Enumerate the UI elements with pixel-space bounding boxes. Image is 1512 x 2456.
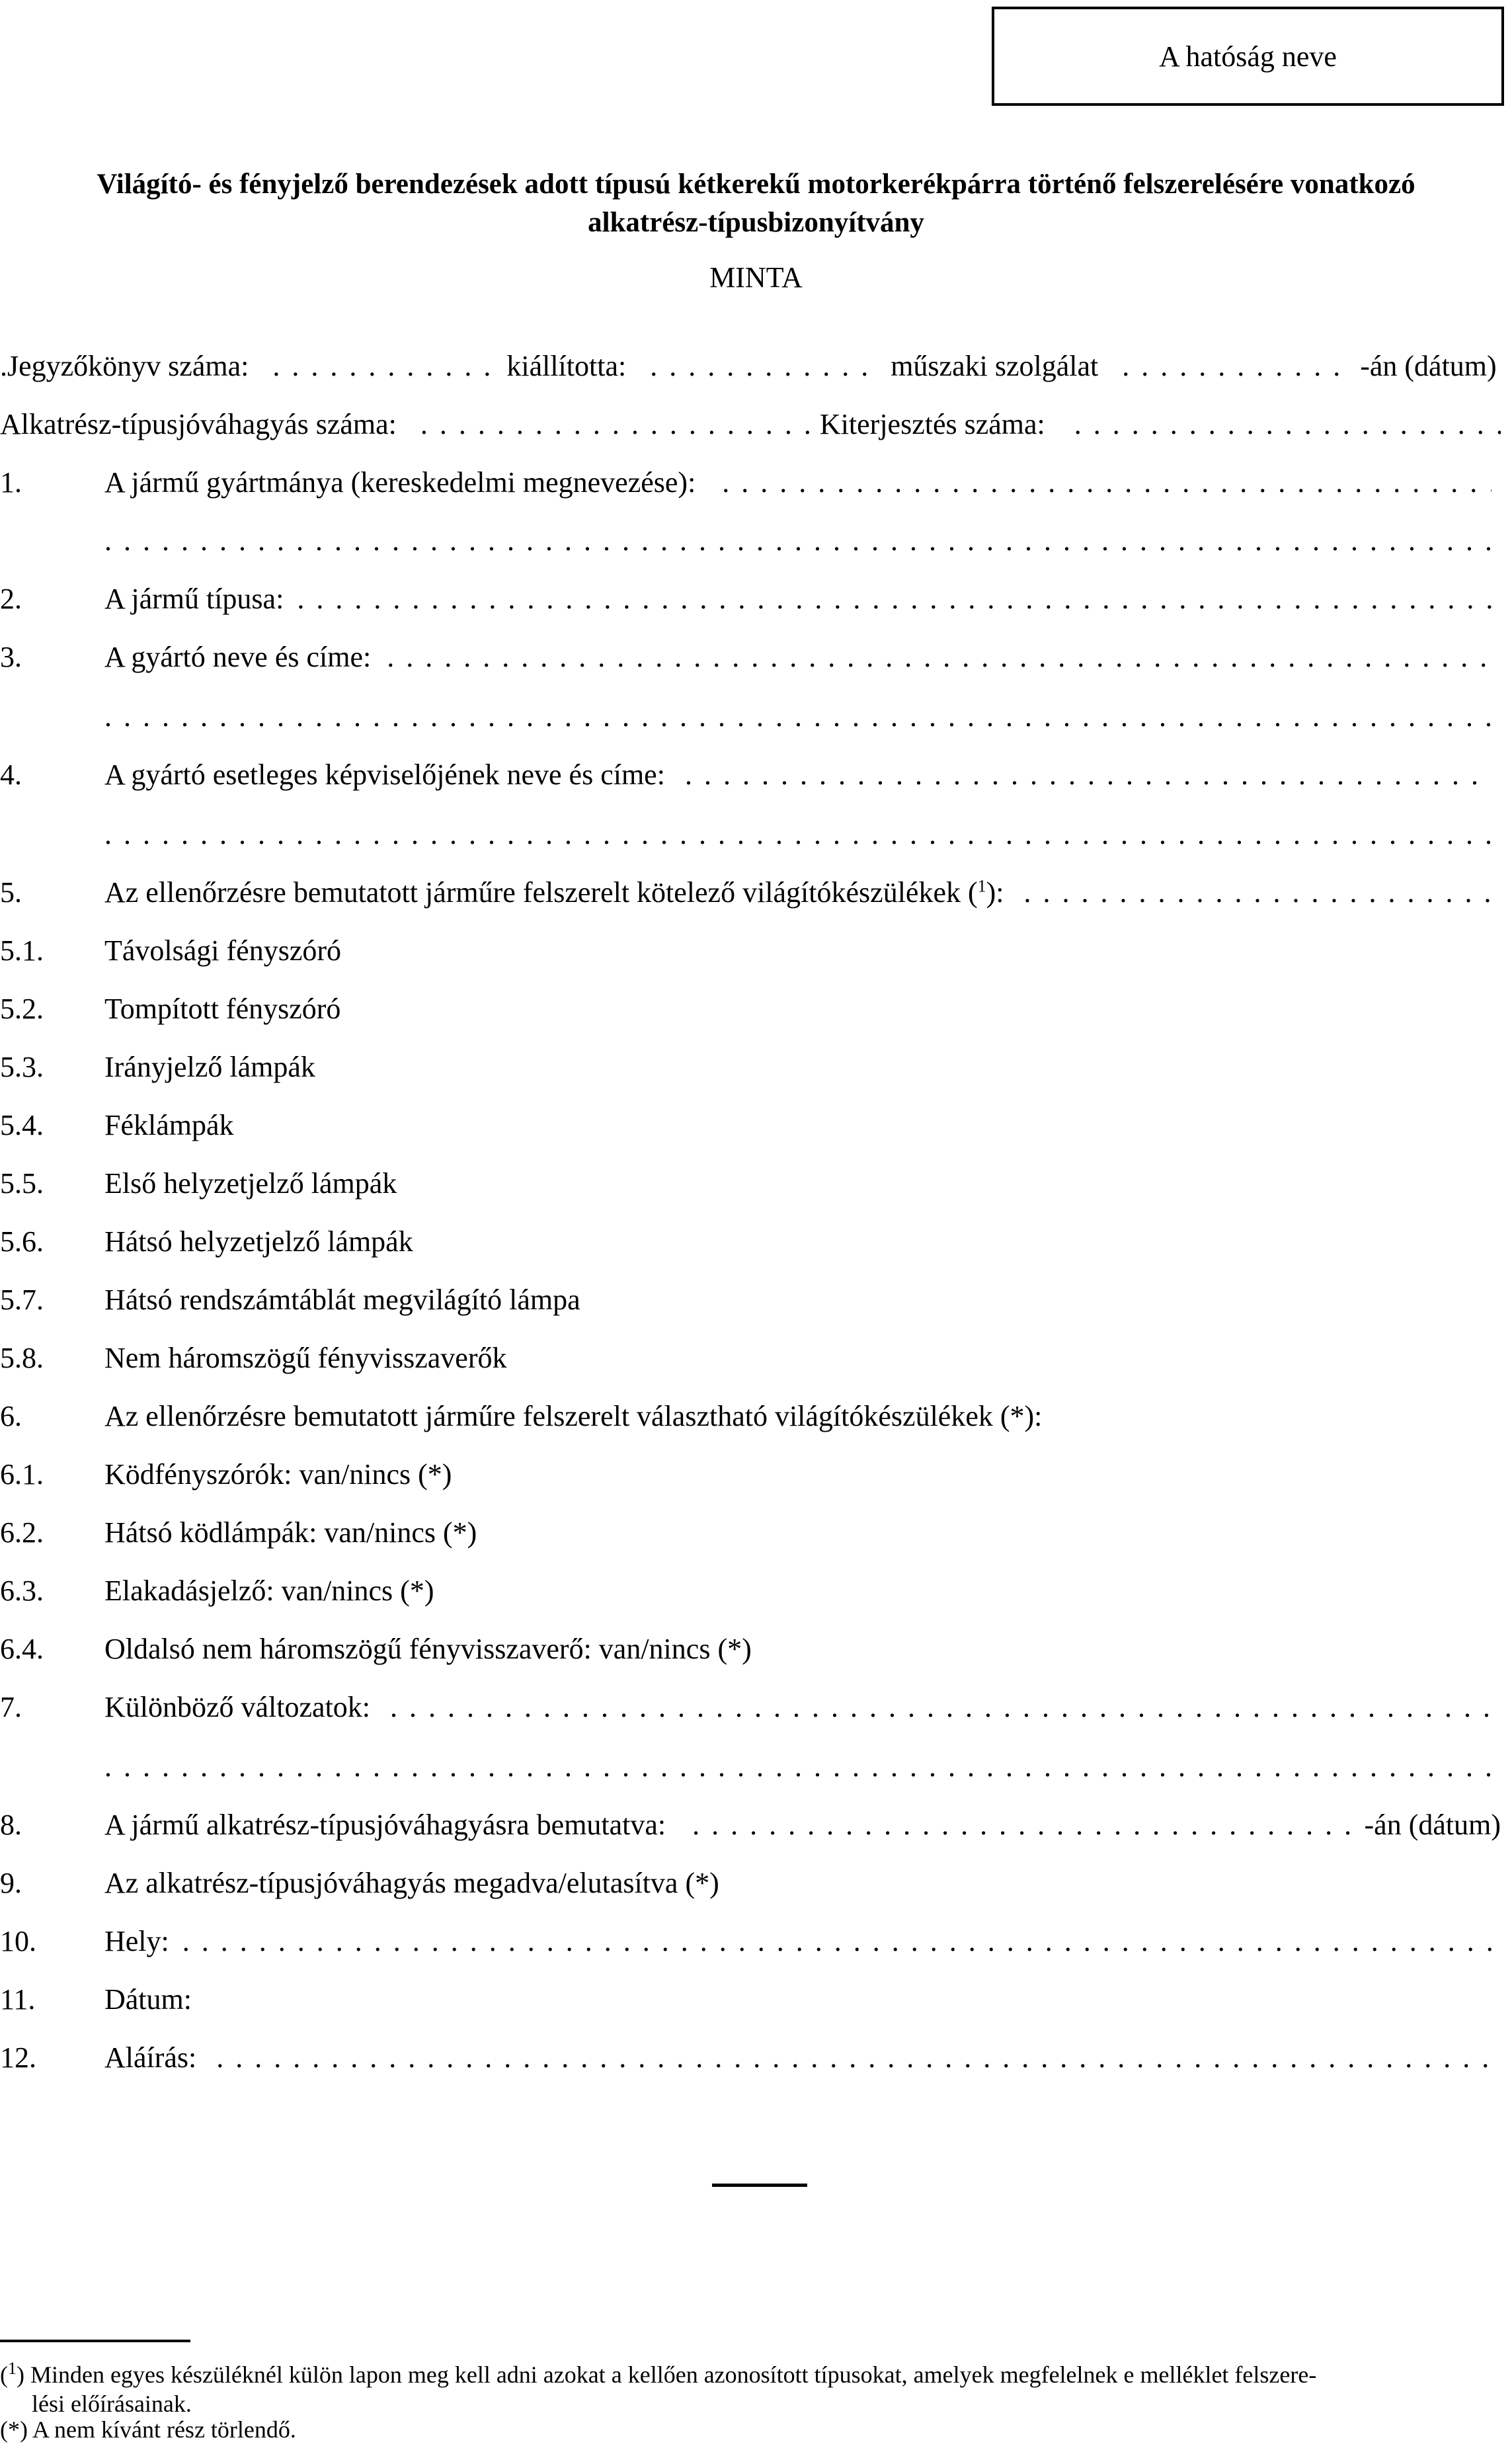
item-number: 7.: [0, 1691, 22, 1723]
item-plate-lamp: [0, 1283, 1501, 1323]
report-number-label: .Jegyzőkönyv száma:: [0, 350, 249, 382]
item-vehicle-type: [0, 582, 1501, 622]
item-hazard-warning: [0, 1574, 1501, 1614]
report-number-row: [0, 349, 1501, 389]
item-approval-decision: [0, 1866, 1501, 1906]
item-number: 10.: [0, 1925, 36, 1957]
item-date: [0, 1983, 1501, 2022]
item-number: 1.: [0, 466, 22, 499]
item-label: A gyártó neve és címe:: [104, 641, 372, 673]
item-label: Hátsó rendszámtáblát megvilágító lámpa: [104, 1284, 580, 1316]
item-label[interactable]: Elakadásjelző: van/nincs (*): [104, 1575, 434, 1607]
item-number: 6.: [0, 1400, 22, 1432]
item-stop-lamps: [0, 1108, 1501, 1148]
item-manufacturer: [0, 640, 1501, 680]
submitted-date-field[interactable]: [692, 1808, 1351, 1842]
approval-number-field[interactable]: [420, 407, 811, 441]
item-mandatory-lighting: [0, 876, 1501, 915]
item-place: [0, 1924, 1501, 1964]
item-label: Dátum:: [104, 1983, 192, 2016]
item-label: Tompított fényszóró: [104, 993, 341, 1025]
issued-by-field[interactable]: [650, 349, 875, 383]
item-label[interactable]: Ködfényszórók: van/nincs (*): [104, 1458, 452, 1491]
authority-name-box[interactable]: [992, 7, 1504, 106]
extension-number-label: Kiterjesztés száma:: [819, 408, 1045, 440]
item-label[interactable]: Oldalsó nem háromszögű fényvisszaverő: van/nincs (*): [104, 1633, 752, 1665]
vehicle-type-field[interactable]: [297, 582, 1492, 616]
representative-field-continued[interactable]: [104, 817, 1501, 857]
item-retro-reflectors: [0, 1341, 1501, 1381]
submitted-date-suffix: -án (dátum): [1364, 1809, 1501, 1841]
item-submitted-date: [0, 1808, 1501, 1848]
item-signature: [0, 2041, 1501, 2080]
item-number: 5.7.: [0, 1284, 44, 1316]
item-number: 11.: [0, 1983, 36, 2016]
item-number: 5.4.: [0, 1109, 44, 1141]
manufacturer-field[interactable]: [387, 640, 1492, 674]
item-label: Hátsó helyzetjelző lámpák: [104, 1225, 413, 1258]
item-label: Különböző változatok:: [104, 1691, 371, 1723]
signature-field[interactable]: [216, 2041, 1492, 2074]
approval-number-label: Alkatrész-típusjóváhagyás száma:: [0, 408, 397, 440]
item-label: Első helyzetjelző lámpák: [104, 1167, 397, 1200]
variants-field[interactable]: [390, 1690, 1492, 1724]
footnote-2: (*) A nem kívánt rész törlendő.: [0, 2416, 296, 2443]
item-label: Féklámpák: [104, 1109, 234, 1141]
item-high-beam: [0, 934, 1501, 973]
item-number: 5.6.: [0, 1225, 44, 1258]
item-variants: [0, 1690, 1501, 1730]
item-number: 4.: [0, 758, 22, 791]
item-number: 6.4.: [0, 1633, 44, 1665]
report-date-suffix: -án (dátum): [1360, 350, 1497, 382]
issued-by-label: kiállította:: [506, 350, 627, 382]
section-divider: [712, 2184, 807, 2187]
vehicle-make-field-continued[interactable]: [104, 524, 1501, 563]
item-dipped-beam: [0, 992, 1501, 1032]
item-vehicle-make: [0, 466, 1501, 505]
item-number: 6.2.: [0, 1516, 44, 1549]
title-line-2: alkatrész-típusbizonyítvány: [588, 207, 924, 238]
item-number: 5.2.: [0, 993, 44, 1025]
footnote-1-marker: 1: [8, 2359, 17, 2378]
item-number: 6.3.: [0, 1575, 44, 1607]
item-label: Aláírás:: [104, 2041, 197, 2074]
item-label: Nem háromszögű fényvisszaverők: [104, 1342, 507, 1374]
variants-field-continued[interactable]: [104, 1750, 1501, 1789]
footnote-1-text-line1: Minden egyes készüléknél külön lapon meg kell adni azokat a kellően azonosított típusokat, amelyek megfelelnek e melléklet felszere-: [30, 2361, 1317, 2388]
item-label[interactable]: Az alkatrész-típusjóváhagyás megadva/elutasítva (*): [104, 1867, 719, 1899]
footnote-1-text-line2: lési előírásainak.: [32, 2391, 192, 2417]
item-label: Hely:: [104, 1925, 169, 1957]
item-front-position-lamps: [0, 1167, 1501, 1206]
item-number: 8.: [0, 1809, 22, 1841]
title-line-1: Világító- és fényjelző berendezések adott típusú kétkerekű motorkerékpárra történő felszerelésére vonatkozó: [97, 169, 1415, 200]
report-date-field[interactable]: [1122, 349, 1347, 383]
item-fog-lamps: [0, 1457, 1501, 1497]
representative-field[interactable]: [685, 758, 1492, 792]
item-label: Az ellenőrzésre bemutatott járműre felszerelt választható világítókészülékek (*):: [104, 1400, 1043, 1432]
item-number: 12.: [0, 2041, 36, 2074]
item-number: 9.: [0, 1867, 22, 1899]
document-title: [0, 165, 1512, 242]
item-label: A jármű típusa:: [104, 583, 284, 615]
item-number: 5.: [0, 876, 22, 909]
footnote-ref-1[interactable]: 1: [977, 876, 986, 896]
item-number: 5.1.: [0, 934, 44, 967]
item-label: A jármű gyártmánya (kereskedelmi megnevezése):: [104, 466, 696, 499]
footnote-divider: [0, 2340, 190, 2342]
item-label: Távolsági fényszóró: [104, 934, 341, 967]
item-label: Irányjelző lámpák: [104, 1051, 315, 1083]
item-label: Az ellenőrzésre bemutatott járműre felszerelt kötelező világítókészülékek ($^1$):: [104, 876, 1004, 909]
item-label: A gyártó esetleges képviselőjének neve és címe:: [104, 758, 665, 791]
approval-number-row: [0, 407, 1501, 447]
mandatory-lighting-field[interactable]: [1024, 876, 1492, 909]
item-representative: [0, 758, 1501, 798]
manufacturer-field-continued[interactable]: [104, 700, 1501, 739]
item-optional-lighting: [0, 1399, 1501, 1439]
item-number: 5.5.: [0, 1167, 44, 1200]
authority-name-label: A hatóság neve: [1159, 40, 1337, 73]
document-subtitle: MINTA: [709, 261, 803, 294]
vehicle-make-field[interactable]: [722, 466, 1492, 499]
item-direction-indicators: [0, 1050, 1501, 1090]
item-rear-fog-lamps: [0, 1516, 1501, 1555]
place-field[interactable]: [182, 1924, 1492, 1958]
report-number-field[interactable]: [272, 349, 497, 383]
item-label[interactable]: Hátsó ködlámpák: van/nincs (*): [104, 1516, 477, 1549]
item-label: A jármű alkatrész-típusjóváhagyásra bemutatva:: [104, 1809, 666, 1841]
item-number: 5.3.: [0, 1051, 44, 1083]
item-number: 3.: [0, 641, 22, 673]
item-number: 2.: [0, 583, 22, 615]
footnote-1: ($^1$) Minden egyes készüléknél külön lapon meg kell adni azokat a kellően azonosított típusokat, amelyek megfelelnek e melléklet felszere- lési előírásainak.: [0, 2354, 1507, 2418]
item-side-reflector: [0, 1632, 1501, 1672]
item-number: 6.1.: [0, 1458, 44, 1491]
item-rear-position-lamps: [0, 1225, 1501, 1264]
item-number: 5.8.: [0, 1342, 44, 1374]
technical-service-label: műszaki szolgálat: [891, 350, 1099, 382]
extension-number-field[interactable]: [1074, 407, 1501, 441]
